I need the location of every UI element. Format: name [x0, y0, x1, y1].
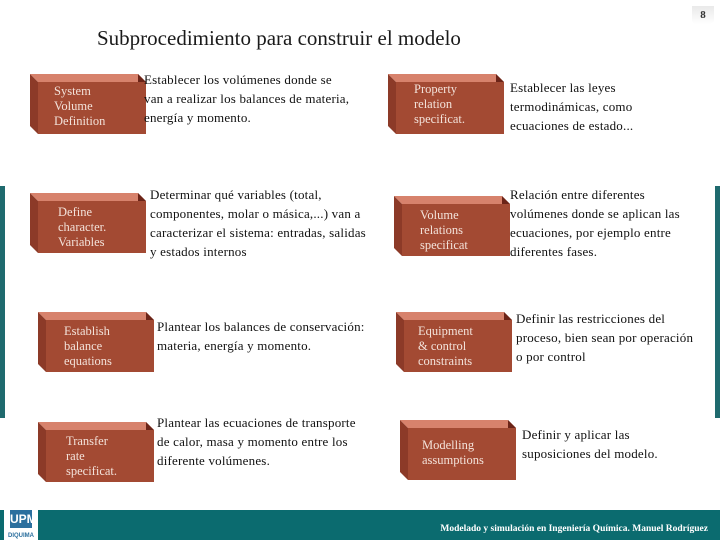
block-label: Establish balance equations: [64, 324, 112, 368]
right-accent-bar: [715, 186, 720, 418]
page-number: 8: [692, 6, 714, 24]
step-description: Establecer los volúmenes donde se van a realizar los balances de materia, energía y momento.: [144, 72, 350, 125]
block-label: Transfer rate specificat.: [66, 434, 118, 478]
block-define-character-variables: [20, 187, 150, 261]
step-description: Relación entre diferentes volúmenes donde se aplican las ecuaciones, por ejemplo entre diferentes fases.: [510, 187, 680, 259]
block-transfer-rate-specificat: [28, 416, 158, 490]
block-label: Equipment & control constraints: [418, 324, 473, 368]
university-logo: [4, 508, 38, 540]
footer-credit: Modelado y simulación en Ingeniería Química. Manuel Rodríguez: [440, 524, 708, 534]
block-label: Modelling assumptions: [422, 438, 484, 467]
block-equipment-control-constraints: [386, 306, 516, 380]
step-description: Definir y aplicar las suposiciones del modelo.: [522, 427, 658, 461]
block-label: System Volume Definition: [54, 84, 106, 128]
slide-title: Subprocedimiento para construir el modelo: [97, 26, 461, 50]
step-description: Plantear las ecuaciones de transporte de calor, masa y momento entre los diferente volúmenes.: [157, 415, 356, 468]
step-description: Definir las restricciones del proceso, bien sean por operación o por control: [516, 311, 694, 364]
left-accent-bar: [0, 186, 5, 418]
block-label: Property relation specificat.: [414, 82, 466, 126]
logo-mark: UPM: [10, 512, 37, 526]
block-volume-relations-specificat: [384, 190, 514, 264]
logo-text: DIQUIMA: [8, 533, 34, 539]
block-property-relation-specificat: [378, 68, 508, 142]
block-label: Volume relations specificat: [420, 208, 468, 252]
step-description: Determinar qué variables (total, componentes, molar o másica,...) van a caracterizar el sistema: entradas, salidas y estados internos: [150, 187, 366, 259]
step-description: Plantear los balances de conservación: materia, energía y momento.: [157, 319, 365, 353]
block-establish-balance-equations: [28, 306, 158, 380]
block-system-volume-definition: [20, 68, 150, 142]
step-description: Establecer las leyes termodinámicas, como ecuaciones de estado...: [510, 80, 634, 133]
block-label: Define character. Variables: [58, 205, 107, 249]
block-modelling-assumptions: [390, 414, 520, 488]
